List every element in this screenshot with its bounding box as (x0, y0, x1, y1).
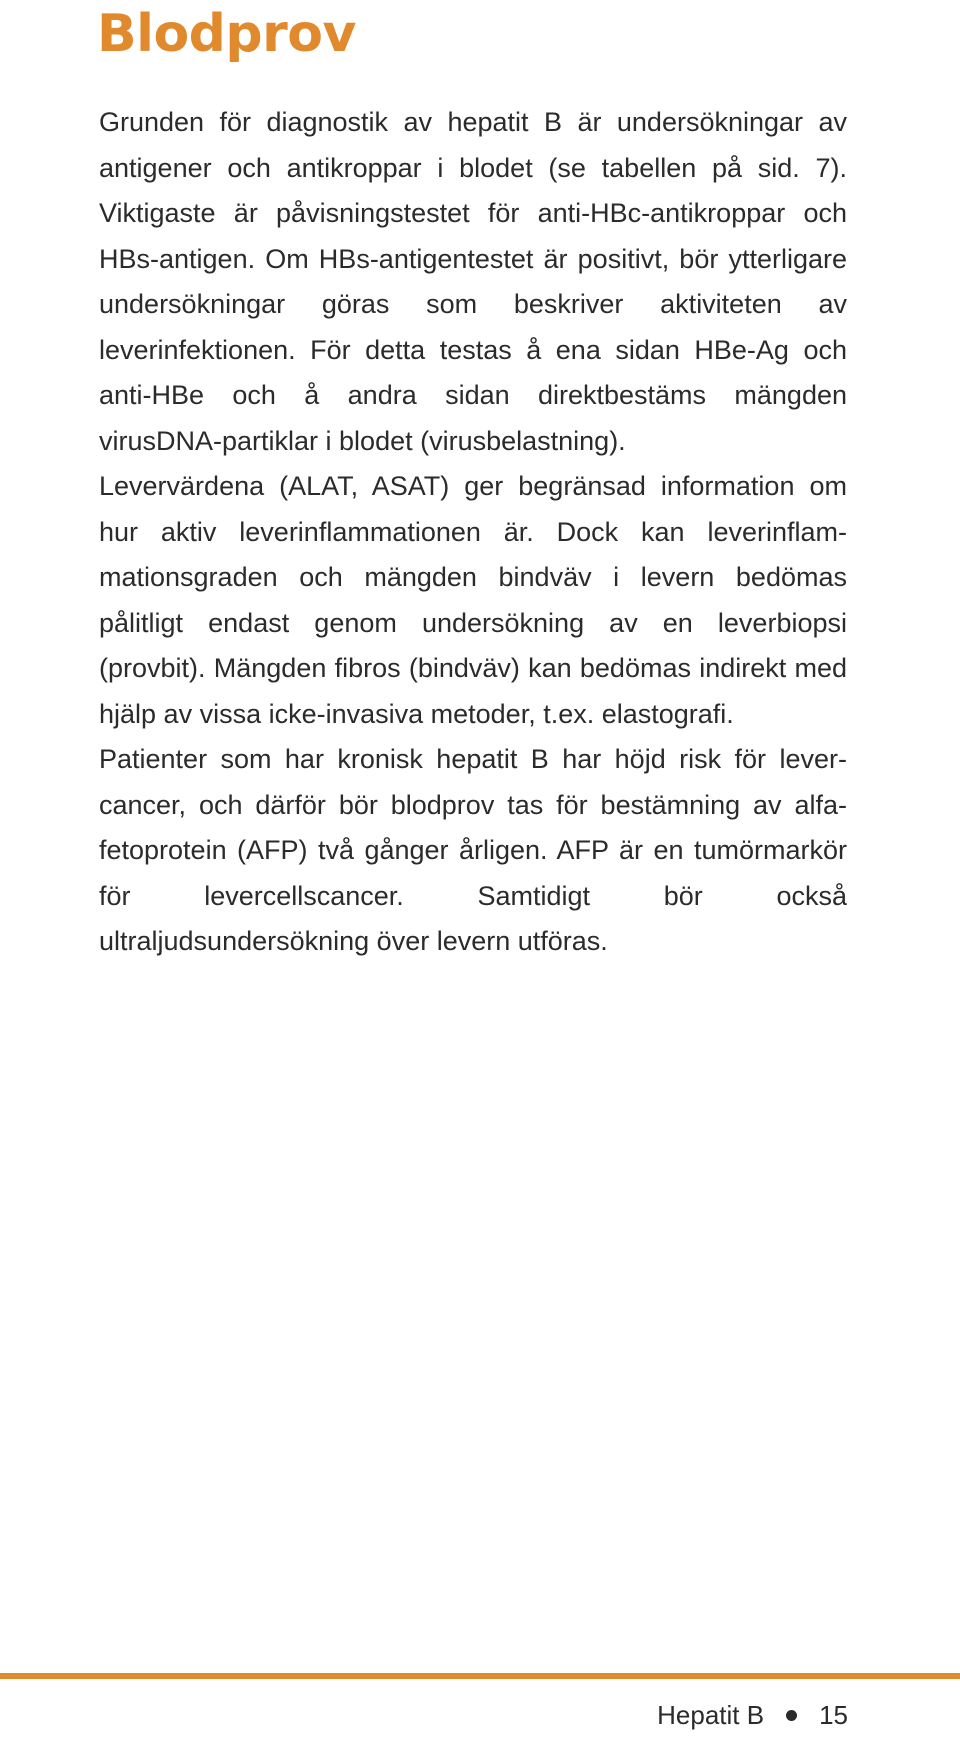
page-title: Blodprov (97, 4, 356, 64)
paragraph-liver-values: Levervärdena (ALAT, ASAT) ger begränsad information om hur aktiv leverinflammationen är. Dock kan leverinflammationsgraden och mängden bindväv i levern bedömas pålitligt endast genom undersökning av en leverbiopsi (provbit). Mängden fibros (bindväv) kan bedömas indirekt med hjälp av vissa icke-invasiva metoder, t.ex. elastografi. (99, 471, 847, 729)
running-title: Hepatit B (657, 1700, 765, 1730)
page-footer (657, 1699, 848, 1731)
page-number: 15 (819, 1700, 848, 1730)
paragraph-diagnostics: Grunden för diagnostik av hepatit B är undersökningar av antigener och antikroppar i blodet (se tabellen på sid. 7). Viktigaste är påvisningstestet för anti-HBc-antikroppar och HBs-antigen. Om HBs-antigentestet är positivt, bör ytterligare undersökningar göras som beskriver aktiviteten av leverinfektionen. För detta testas å ena sidan HBe-Ag och anti-HBe och å andra sidan direktbestäms mängden virusDNA-partiklar i blodet (virusbelastning). (99, 107, 847, 456)
body-text (99, 100, 847, 965)
bullet-separator-icon (786, 1710, 797, 1721)
paragraph-cancer-risk: Patienter som har kronisk hepatit B har höjd risk för levercancer, och därför bör blodprov tas för bestämning av alfa-fetoprotein (AFP) två gånger årligen. AFP är en tumörmarkör för levercellscancer. Samtidigt bör också ultraljudsundersökning över levern utföras. (99, 744, 847, 956)
footer-rule (0, 1673, 960, 1679)
